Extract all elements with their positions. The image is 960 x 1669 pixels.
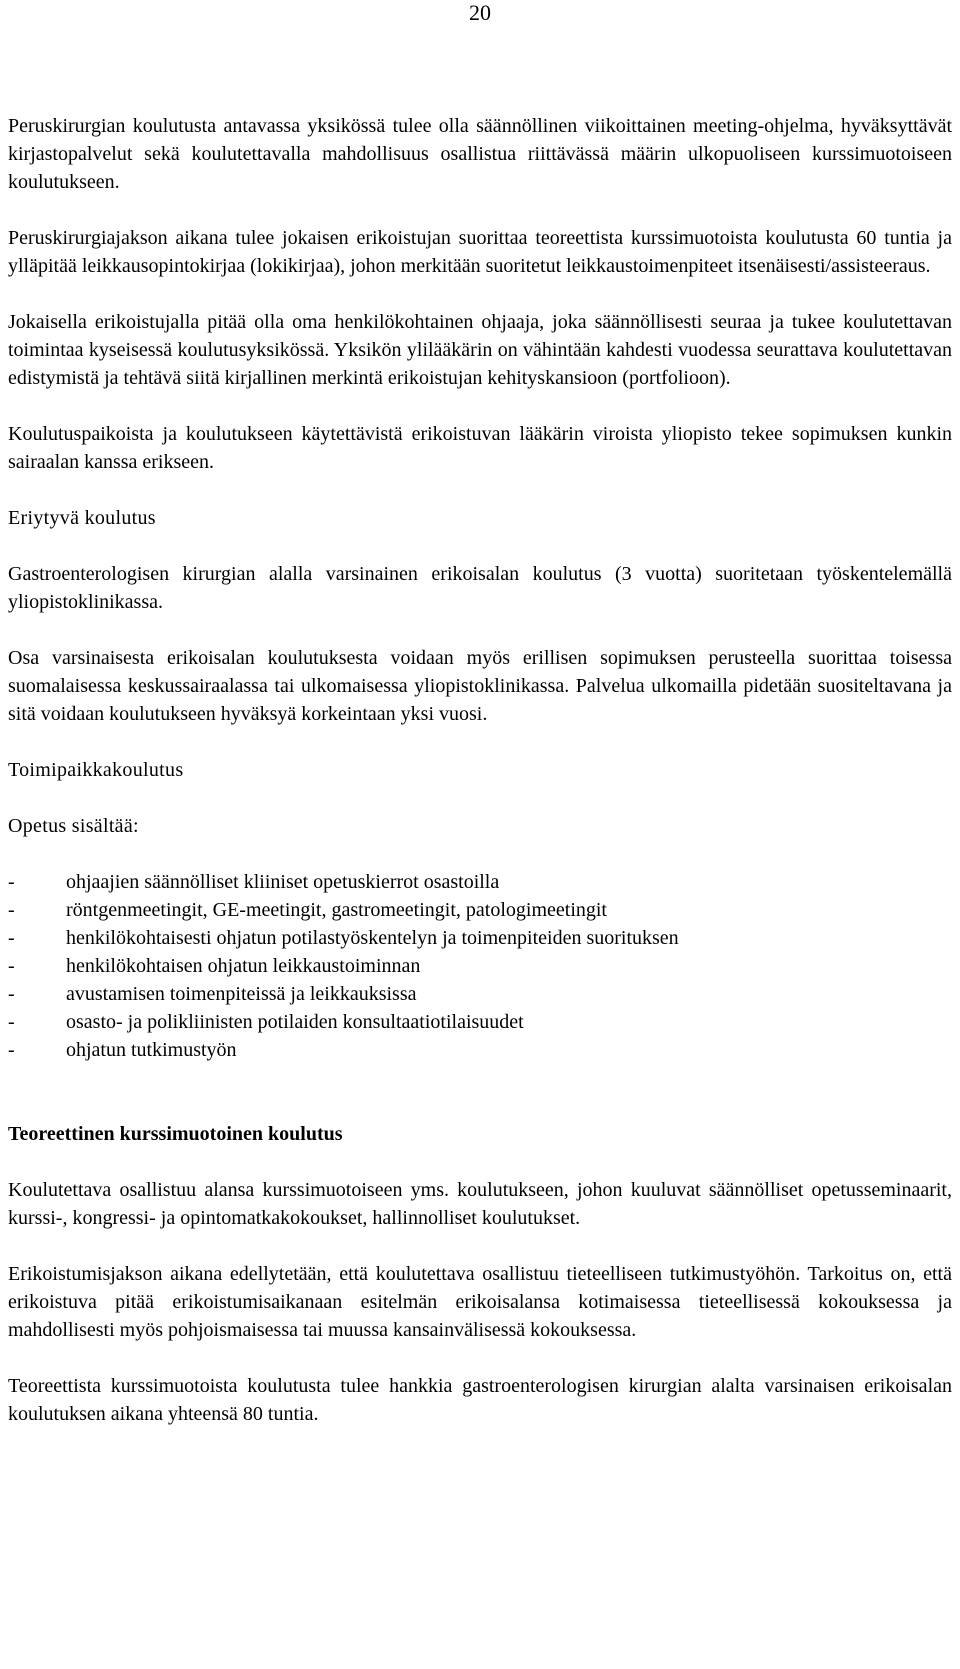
list-item (8, 896, 952, 924)
page-number: 20 (469, 0, 491, 25)
paragraph-peruskirurgiajakso: Peruskirurgiajakson aikana tulee jokaisen erikoistujan suorittaa teoreettista kurssimuotoista koulutusta 60 tuntia ja ylläpitää leikkausopintokirjaa (lokikirjaa), johon merkitään suoritetut leikkaustoimenpiteet itsenäisesti/assisteeraus. (8, 227, 952, 277)
list-item-text: osasto- ja polikliinisten potilaiden konsultaatiotilaisuudet (66, 1011, 524, 1033)
list-item-text: röntgenmeetingit, GE-meetingit, gastromeetingit, patologimeetingit (66, 899, 607, 921)
list-item (8, 952, 952, 980)
list-item-text: avustamisen toimenpiteissä ja leikkauksissa (66, 983, 417, 1005)
list-dash: - (8, 871, 15, 893)
opetus-list (8, 868, 952, 1064)
heading-eriytyva-koulutus: Eriytyvä koulutus (8, 507, 156, 529)
list-dash: - (8, 983, 15, 1005)
list-item (8, 1036, 952, 1064)
list-item (8, 1008, 952, 1036)
paragraph-meeting-program: Peruskirurgian koulutusta antavassa yksikössä tulee olla säännöllinen viikoittainen meeting-ohjelma, hyväksyttävät kirjastopalvelut sekä koulutettavalla mahdollisuus osallistua riittävässä määrin ulkopuoliseen kurssimuotoiseen koulutukseen. (8, 115, 952, 193)
heading-teoreettinen-koulutus: Teoreettinen kurssimuotoinen koulutus (8, 1123, 343, 1145)
list-dash: - (8, 955, 15, 977)
list-item (8, 868, 952, 896)
paragraph-gastroenterologinen: Gastroenterologisen kirurgian alalla varsinainen erikoisalan koulutus (3 vuotta) suoritetaan työskentelemällä yliopistoklinikassa. (8, 563, 952, 613)
paragraph-kurssimuotoinen: Koulutettava osallistuu alansa kurssimuotoiseen yms. koulutukseen, johon kuuluvat säännölliset opetusseminaarit, kurssi-, kongressi- ja opintomatkakokoukset, hallinnolliset koulutukset. (8, 1179, 952, 1229)
list-dash: - (8, 899, 15, 921)
paragraph-ohjaaja: Jokaisella erikoistujalla pitää olla oma henkilökohtainen ohjaaja, joka säännöllisesti seuraa ja tukee koulutettavan toimintaa kyseisessä koulutusyksikössä. Yksikön ylilääkärin on vähintään kahdesti vuodessa seurattava koulutettavan edistymistä ja tehtävä siitä kirjallinen merkintä erikoistujan kehityskansioon (portfolioon). (8, 311, 952, 389)
list-item-text: ohjaajien säännölliset kliiniset opetuskierrot osastoilla (66, 871, 500, 893)
list-item-text: henkilökohtaisesti ohjatun potilastyöskentelyn ja toimenpiteiden suorituksen (66, 927, 679, 949)
opetus-label: Opetus sisältää: (8, 815, 139, 837)
list-dash: - (8, 1039, 15, 1061)
heading-toimipaikkakoulutus: Toimipaikkakoulutus (8, 759, 184, 781)
list-item-text: henkilökohtaisen ohjatun leikkaustoiminnan (66, 955, 421, 977)
list-item-text: ohjatun tutkimustyön (66, 1039, 237, 1061)
list-item (8, 924, 952, 952)
list-dash: - (8, 1011, 15, 1033)
section-spacer (8, 1064, 952, 1120)
list-item (8, 980, 952, 1008)
list-dash: - (8, 927, 15, 949)
paragraph-ulkomaat: Osa varsinaisesta erikoisalan koulutuksesta voidaan myös erillisen sopimuksen perusteella suorittaa toisessa suomalaisessa keskussairaalassa tai ulkomaisessa yliopistoklinikassa. Palvelua ulkomailla pidetään suositeltavana ja sitä voidaan koulutukseen hyväksyä korkeintaan yksi vuosi. (8, 647, 952, 725)
paragraph-tutkimustyo: Erikoistumisjakson aikana edellytetään, että koulutettava osallistuu tieteelliseen tutkimustyöhön. Tarkoitus on, että erikoistuva pitää erikoistumisaikanaan esitelmän erikoisalansa kotimaisessa tieteellisessä kokouksessa ja mahdollisesti myös pohjoismaisessa tai muussa kansainvälisessä kokouksessa. (8, 1263, 952, 1341)
paragraph-koulutuspaikat: Koulutuspaikoista ja koulutukseen käytettävistä erikoistuvan lääkärin viroista yliopisto tekee sopimuksen kunkin sairaalan kanssa erikseen. (8, 423, 952, 473)
paragraph-80-tuntia: Teoreettista kurssimuotoista koulutusta tulee hankkia gastroenterologisen kirurgian alalta varsinaisen erikoisalan koulutuksen aikana yhteensä 80 tuntia. (8, 1375, 952, 1425)
document-body (8, 112, 952, 1428)
